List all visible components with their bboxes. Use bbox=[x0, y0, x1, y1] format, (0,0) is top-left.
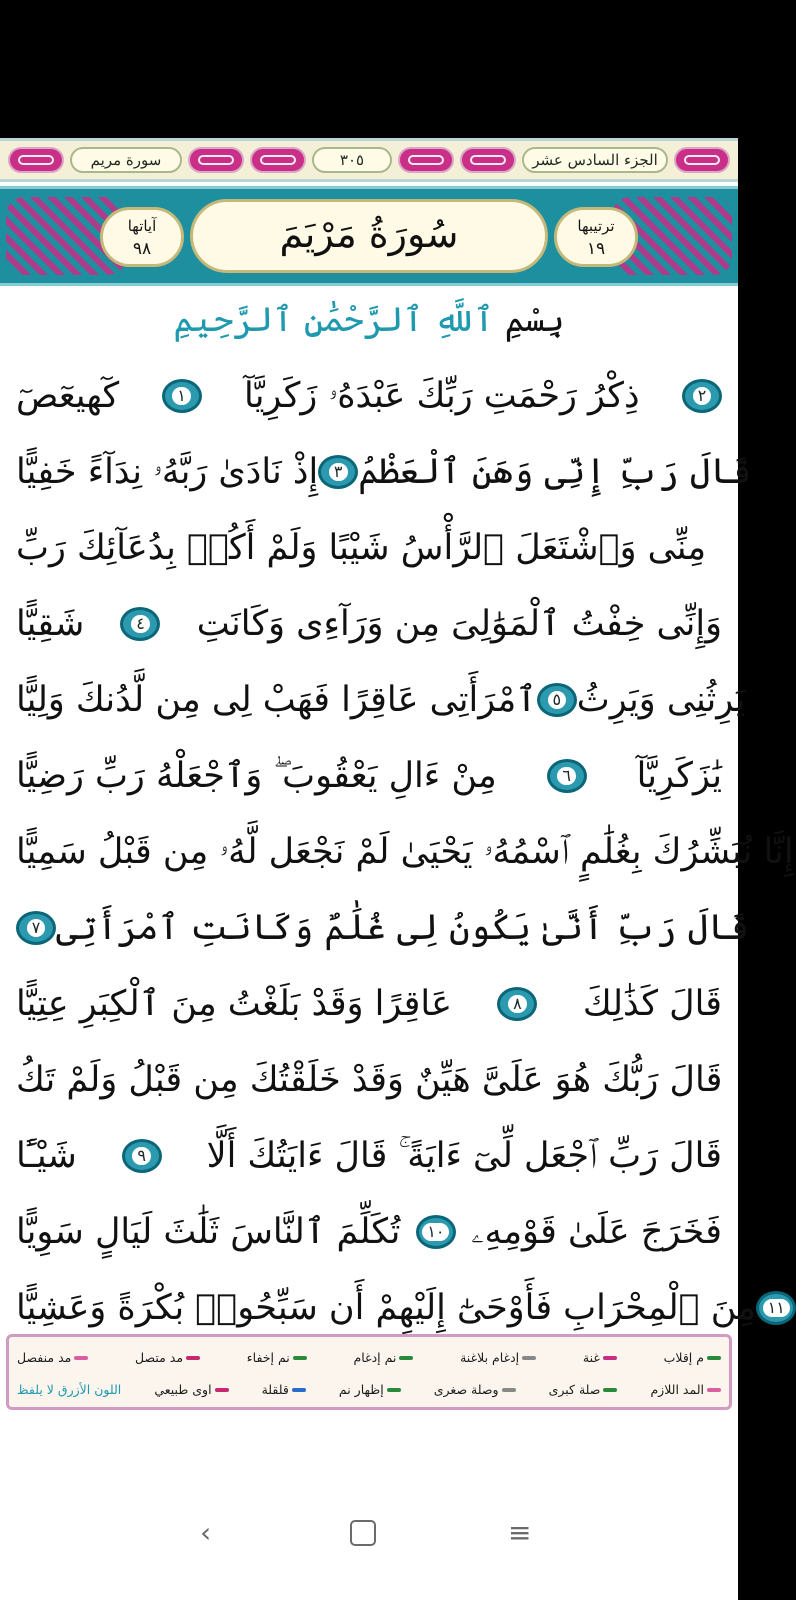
juz-label: الجزء السادس عشر bbox=[522, 147, 668, 173]
page-header-band bbox=[0, 138, 738, 182]
legend-item: مد منفصل bbox=[17, 1350, 88, 1365]
page-number: ٣٠٥ bbox=[312, 147, 392, 173]
ayah-number-icon: ١١ bbox=[756, 1291, 796, 1325]
verse-line: مِنَ ٱلْمِحْرَابِ فَأَوْحَىٰٓ إِلَيْهِمْ أَن سَبِّحُوا۟ بُكْرَةً وَعَشِيًّا ١١ bbox=[16, 1270, 722, 1346]
ornament-icon bbox=[674, 147, 730, 173]
legend-item: المد اللازم bbox=[650, 1382, 721, 1397]
ornament-icon bbox=[188, 147, 244, 173]
legend-item: م إقلاب bbox=[664, 1350, 721, 1365]
legend-item: قلقلة bbox=[262, 1382, 306, 1397]
verse-line: كٓهيعٓصٓ ١ ذِكْرُ رَحْمَتِ رَبِّكَ عَبْدَهُۥ زَكَرِيَّآ ٢ bbox=[16, 358, 722, 434]
verse-line: إِذْ نَادَىٰ رَبَّهُۥ نِدَآءً خَفِيًّا ٣ قَالَ رَبِّ إِنِّى وَهَنَ ٱلْعَظْمُ bbox=[16, 452, 752, 492]
legend-item: مد متصل bbox=[135, 1350, 200, 1365]
ayah-number-icon: ٣ bbox=[318, 455, 358, 489]
verse-line: مِنِّى وَٱشْتَعَلَ ٱلرَّأْسُ شَيْبًا وَلَمْ أَكُنۢ بِدُعَآئِكَ رَبِّ bbox=[16, 528, 707, 568]
surah-order-medallion: ترتيبها ١٩ bbox=[554, 207, 638, 267]
verse-line: شَيْـًٔا ٩ قَالَ رَبِّ ٱجْعَل لِّىٓ ءَايَةً ۚ قَالَ ءَايَتُكَ أَلَّا bbox=[16, 1136, 722, 1176]
ayat-count-medallion: آياتها ٩٨ bbox=[100, 207, 184, 267]
verses-block bbox=[16, 358, 794, 1346]
ornament-icon bbox=[398, 147, 454, 173]
ayah-number-icon: ٢ bbox=[682, 379, 722, 413]
legend-item: غنة bbox=[583, 1350, 617, 1365]
square-icon[interactable] bbox=[350, 1520, 376, 1546]
ornament-icon bbox=[8, 147, 64, 173]
ayah-number-icon: ٧ bbox=[16, 911, 56, 945]
chevron-left-icon[interactable]: ‹ bbox=[200, 1516, 212, 1549]
legend-row bbox=[17, 1373, 721, 1405]
ayah-number-icon: ٨ bbox=[497, 987, 537, 1021]
legend-item: إدغام بلاغنة bbox=[460, 1350, 536, 1365]
verse-line: قَالَ رَبُّكَ هُوَ عَلَىَّ هَيِّنٌ وَقَدْ خَلَقْتُكَ مِن قَبْلُ وَلَمْ تَكُ bbox=[16, 1060, 723, 1100]
surah-name-label: سورة مريم bbox=[70, 147, 182, 173]
verse-line: شَقِيًّا ٤ وَإِنِّى خِفْتُ ٱلْمَوَٰلِىَ مِن وَرَآءِى وَكَانَتِ bbox=[16, 604, 722, 644]
legend-item: نم إدغام bbox=[353, 1350, 413, 1365]
legend-item: نم إخفاء bbox=[247, 1350, 307, 1365]
hamburger-icon[interactable]: ≡ bbox=[508, 1516, 532, 1549]
ayah-number-icon: ٤ bbox=[120, 607, 160, 641]
system-navigation-bar bbox=[0, 1446, 738, 1600]
verse-line: ٱمْرَأَتِى عَاقِرًا فَهَبْ لِى مِن لَّدُنكَ وَلِيًّا ٥ يَرِثُنِى وَيَرِثُ bbox=[16, 680, 746, 720]
legend-item: صلة كبرى bbox=[549, 1382, 618, 1397]
verse-line: تُكَلِّمَ ٱلنَّاسَ ثَلَٰثَ لَيَالٍ سَوِيًّا ١٠ فَخَرَجَ عَلَىٰ قَوْمِهِۦ bbox=[16, 1212, 722, 1252]
ornament-icon bbox=[250, 147, 306, 173]
verse-line: مِنْ ءَالِ يَعْقُوبَ ۖ وَٱجْعَلْهُ رَبِّ رَضِيًّا ٦ يَٰزَكَرِيَّآ bbox=[16, 756, 722, 796]
surah-title: سُورَةُ مَرْيَمَ bbox=[190, 199, 548, 273]
ayah-number-icon: ٦ bbox=[547, 759, 587, 793]
ornament-icon bbox=[460, 147, 516, 173]
legend-item: اللون الأزرق لا يلفظ bbox=[17, 1381, 122, 1397]
legend-item: اوى طبيعي bbox=[154, 1382, 228, 1397]
tajweed-legend bbox=[6, 1334, 732, 1410]
basmala: بِسْمِ ٱللَّهِ ٱلرَّحْمَٰنِ ٱلرَّحِيمِ bbox=[173, 300, 565, 340]
verse-line: إِنَّا نُبَشِّرُكَ بِغُلَٰمٍ ٱسْمُهُۥ يَحْيَىٰ لَمْ نَجْعَل لَّهُۥ مِن قَبْلُ سَمِيًّا bbox=[16, 832, 794, 872]
ayah-number-icon: ٥ bbox=[537, 683, 577, 717]
surah-header bbox=[0, 186, 738, 286]
mushaf-page bbox=[0, 138, 794, 1446]
verse-line: ٧ قَالَ رَبِّ أَنَّىٰ يَكُونُ لِى غُلَٰمٌ وَكَانَتِ ٱمْرَأَتِى bbox=[16, 890, 722, 966]
legend-row bbox=[17, 1341, 721, 1373]
ayah-number-icon: ١ bbox=[162, 379, 202, 413]
legend-item: إظهار نم bbox=[339, 1382, 401, 1397]
ayah-number-icon: ٩ bbox=[122, 1139, 162, 1173]
legend-item: وصلة صغرى bbox=[434, 1382, 516, 1397]
ayah-number-icon: ١٠ bbox=[416, 1215, 456, 1249]
verse-line: عَاقِرًا وَقَدْ بَلَغْتُ مِنَ ٱلْكِبَرِ عِتِيًّا ٨ قَالَ كَذَٰلِكَ bbox=[16, 984, 722, 1024]
